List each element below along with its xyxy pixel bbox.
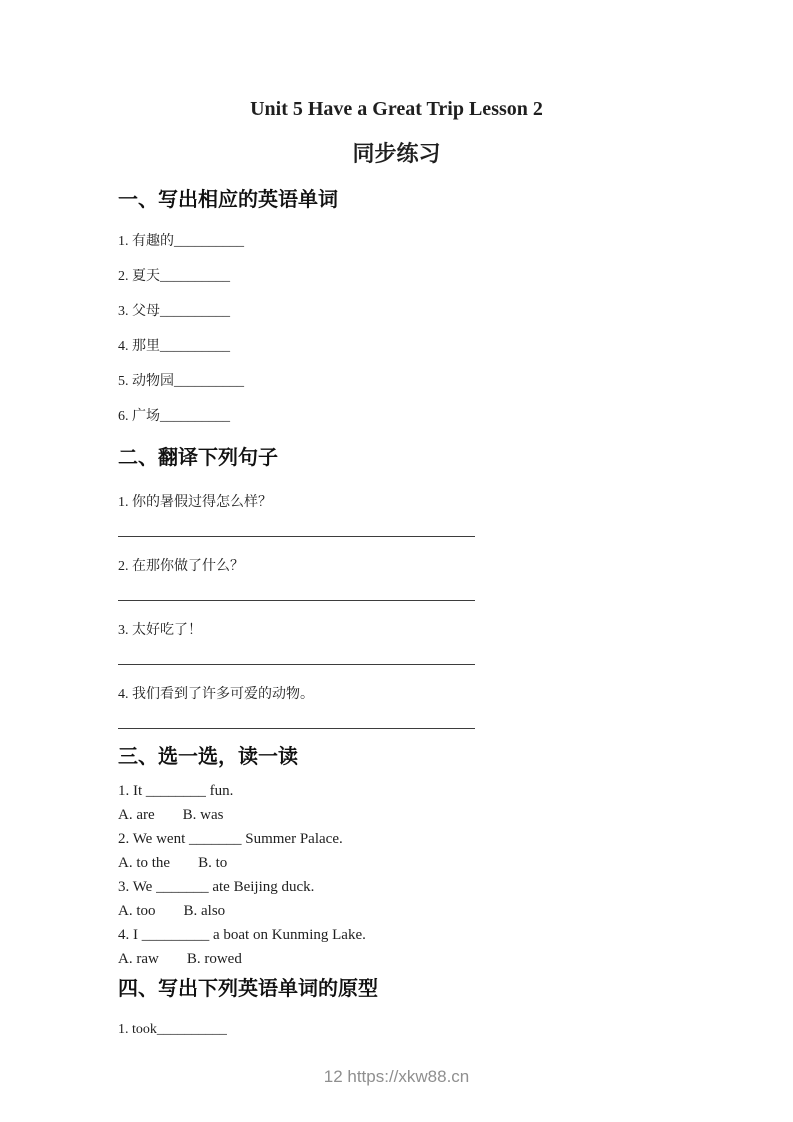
vocab-item-1: 1. 有趣的__________ [118, 234, 244, 249]
option-4a: A. raw [118, 951, 159, 967]
choice-stem-3: 3. We _______ ate Beijing duck. [118, 879, 315, 895]
option-2b: B. to [198, 855, 228, 871]
answer-line-2 [118, 600, 475, 601]
section-1-heading: 一、写出相应的英语单词 [118, 189, 338, 211]
choice-options-3 [118, 899, 675, 923]
section-multiple-choice [118, 745, 675, 971]
vocab-item-3: 3. 父母__________ [118, 304, 230, 319]
section-3-heading: 三、选一选，读一读 [118, 746, 298, 768]
vocab-item-6: 6. 广场__________ [118, 409, 230, 424]
option-3b: B. also [183, 903, 226, 919]
option-1b: B. was [182, 807, 224, 823]
page-subtitle: 同步练习 [352, 141, 441, 166]
choice-options-4 [118, 947, 675, 971]
choice-stem-1: 1. It ________ fun. [118, 783, 234, 799]
translation-prompt-2: 2. 在那你做了什么？ [118, 559, 244, 574]
answer-line-1 [118, 536, 475, 537]
answer-line-4 [118, 728, 475, 729]
section-vocabulary [118, 188, 675, 425]
section-2-heading: 二、翻译下列句子 [118, 447, 278, 469]
choice-options-1 [118, 803, 675, 827]
vocab-item-5: 5. 动物园__________ [118, 374, 244, 389]
section-base-form [118, 977, 675, 1038]
translation-prompt-4: 4. 我们看到了许多可爱的动物。 [118, 687, 314, 702]
vocab-item-4: 4. 那里__________ [118, 339, 230, 354]
answer-line-3 [118, 664, 475, 665]
choice-stem-2: 2. We went _______ Summer Palace. [118, 831, 343, 847]
translation-prompt-1: 1. 你的暑假过得怎么样？ [118, 495, 272, 510]
option-3a: A. too [118, 903, 156, 919]
option-2a: A. to the [118, 855, 171, 871]
section-4-heading: 四、写出下列英语单词的原型 [118, 978, 378, 1000]
choice-options-2 [118, 851, 675, 875]
choice-stem-4: 4. I _________ a boat on Kunming Lake. [118, 927, 366, 943]
translation-prompt-3: 3. 太好吃了！ [118, 623, 202, 638]
page-footer: 12 https://xkw88.cn [323, 1067, 470, 1086]
option-4b: B. rowed [186, 951, 242, 967]
section-translation [118, 446, 675, 729]
page-title: Unit 5 Have a Great Trip Lesson 2 [250, 98, 543, 120]
base-form-item-1: 1. took__________ [118, 1022, 227, 1037]
vocab-item-2: 2. 夏天__________ [118, 269, 230, 284]
option-1a: A. are [118, 807, 155, 823]
